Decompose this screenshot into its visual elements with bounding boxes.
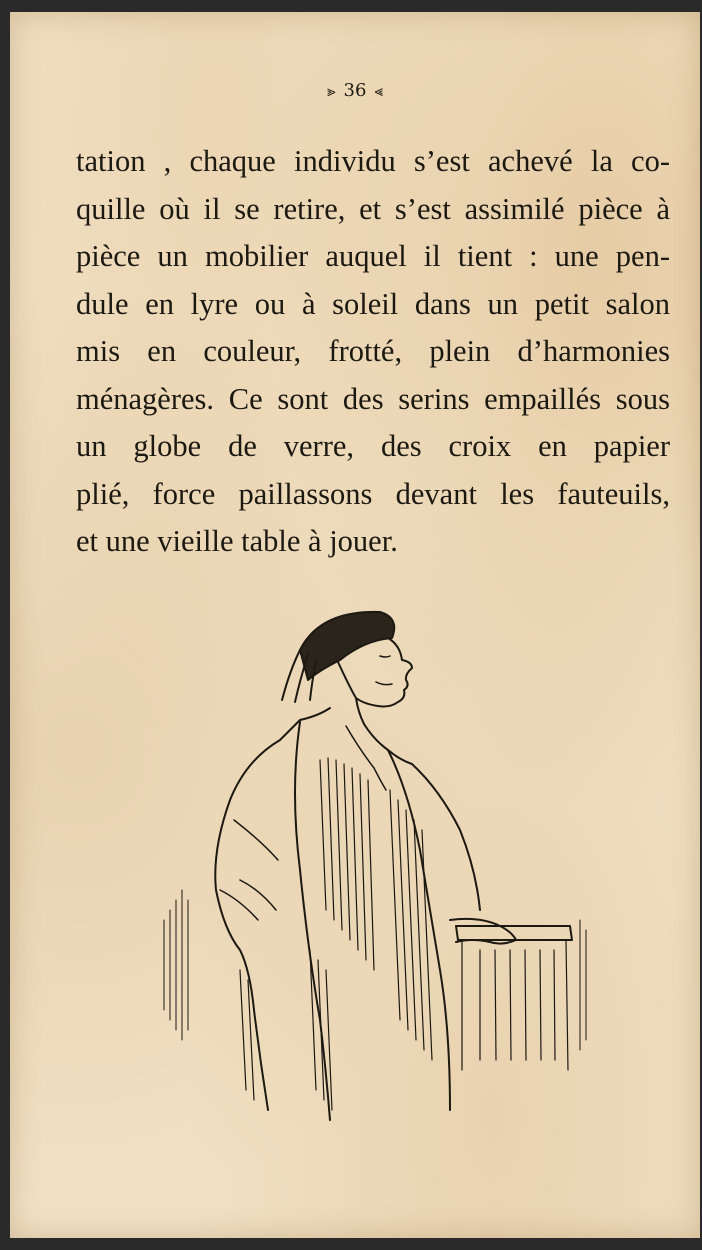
- text-line: un globe de verre, des croix en papier: [76, 429, 670, 463]
- page-number-header: [10, 80, 700, 101]
- text-line: tation , chaque individu s’est achevé la co-: [76, 144, 670, 178]
- ornament-right-icon: ⪡: [374, 82, 383, 100]
- text-line: mis en couleur, frotté, plein d’harmonies: [76, 334, 670, 368]
- text-line: et une vieille table à jouer.: [76, 524, 398, 558]
- text-line: dule en lyre ou à soleil dans un petit salon: [76, 286, 670, 321]
- text-line: quille où il se retire, et s’est assimilé pièce à: [76, 191, 670, 226]
- body-text: [76, 138, 670, 566]
- text-line: ménagères. Ce sont des serins empaillés sous: [76, 381, 670, 416]
- engraving-illustration: [150, 590, 590, 1150]
- page-number: 36: [343, 80, 367, 101]
- ornament-left-icon: ⪢: [327, 82, 336, 100]
- man-with-cap-engraving-icon: [150, 590, 590, 1150]
- text-line: pièce un mobilier auquel il tient : une pen-: [76, 239, 670, 273]
- text-line: plié, force paillassons devant les fauteuils,: [76, 476, 670, 511]
- book-page: [10, 12, 700, 1238]
